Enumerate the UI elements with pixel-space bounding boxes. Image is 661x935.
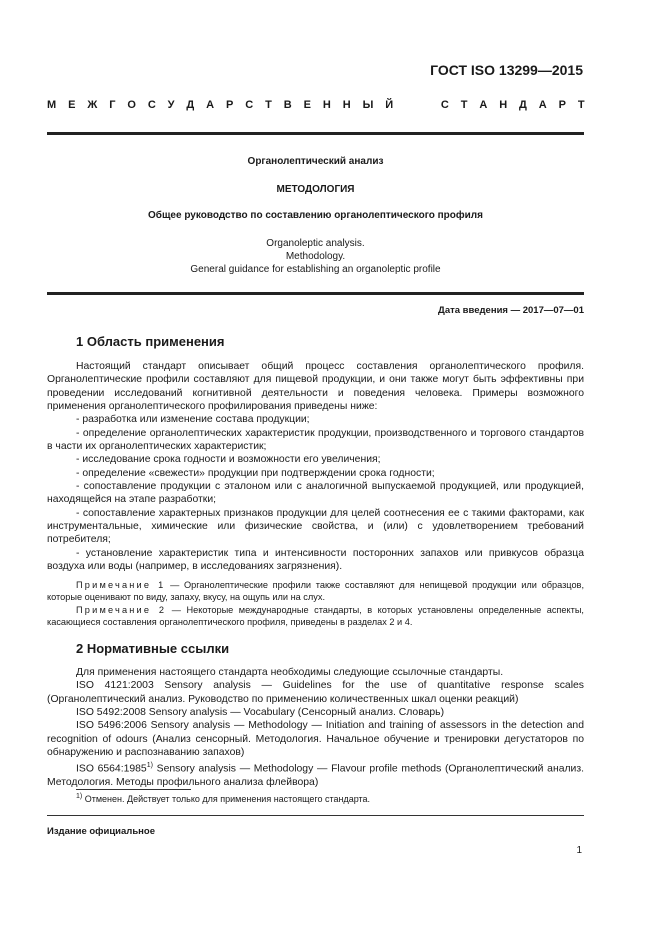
footnote-rule [76, 789, 191, 790]
list-item: - определение органолептических характеристик продукции, производственного и торгового стандартов в части их органолептических характеристик; [47, 427, 584, 453]
effective-date: Дата введения — 2017—07—01 [438, 305, 584, 316]
banner-letter: С [245, 99, 254, 111]
reference-item: ISO 4121:2003 Sensory analysis — Guidelines for the use of quantitative response scales (Органолептический анализ. Руководство по применению количественных шкал оценки реакций) [47, 680, 584, 705]
section-1-intro: Настоящий стандарт описывает общий процесс составления органолептического профиля. Органолептические профили составляют для пищевой продукции, и они также могут быть эффективны при проведении исследований когнитивной деятельности и поведения человека. Примеры возможного применения органолептического профилирования приведены ниже: [47, 361, 584, 413]
reference-item: ISO 5492:2008 Sensory analysis — Vocabulary (Сенсорный анализ. Словарь) [76, 707, 445, 719]
banner-letter: Т [265, 99, 272, 111]
banner-letter: Ж [87, 99, 98, 111]
list-item: - сопоставление продукции с эталоном или с аналогичной выпускаемой продукцией, или продукцией, находящейся на этапе разработки; [47, 481, 584, 506]
banner-letter: Н [322, 99, 331, 111]
footnote-text: Отменен. Действует только для применения настоящего стандарта. [82, 794, 371, 804]
banner-letter: А [538, 99, 547, 111]
title-line-2: МЕТОДОЛОГИЯ [276, 184, 355, 195]
title-line-1: Органолептический анализ [247, 156, 384, 167]
page-number: 1 [576, 845, 582, 856]
english-title-2: Methodology. [285, 251, 346, 262]
banner-letter: А [206, 99, 215, 111]
banner-letter: Т [460, 99, 468, 111]
banner-letter: А [479, 99, 488, 111]
list-item: - исследование срока годности и возможности его увеличения; [76, 454, 381, 466]
list-item: - разработка или изменение состава продукции; [76, 414, 310, 426]
reference-item: ISO 5496:2006 Sensory analysis — Methodology — Initiation and training of assessors in the detection and recognition of odours (Анализ сенсорный. Методология. Начальное обучение и тренировки дегустаторов по обнаружению и распознаванию запахов) [47, 720, 584, 759]
banner-letter: Н [499, 99, 508, 111]
reference-text: Sensory analysis — Methodology — Flavour profile methods (Органолептический анализ. Методология. Методы профильного анализа флейвора) [47, 763, 584, 789]
english-title-1: Organoleptic analysis. [266, 238, 365, 249]
banner-letter: Г [109, 99, 116, 111]
footnote [76, 793, 370, 804]
footnote-marker: 1) [146, 762, 153, 770]
reference-item [47, 759, 584, 789]
edition-label: Издание официальное [47, 826, 155, 837]
english-title-3: General guidance for establishing an organoleptic profile [190, 264, 441, 275]
banner-letter: Н [342, 99, 351, 111]
title-rule [47, 292, 584, 295]
banner-letter: С [440, 99, 449, 111]
note-2-label: Примечание 2 [76, 604, 167, 615]
banner-letter: Д [186, 99, 195, 111]
banner-letter: Р [226, 99, 234, 111]
header-rule [47, 132, 584, 135]
banner-letter: У [167, 99, 175, 111]
list-item: - установление характеристик типа и интенсивности посторонних запахов или привкусов образца воздуха или воды (например, в исследованиях загрязнения). [47, 547, 584, 573]
list-item: - сопоставление характерных признаков продукции для целей соотнесения ее с такими факторами, как инструментальные, химические или физические свойства, и (или) с удовлетворением требований потребителя; [47, 507, 584, 546]
interstate-standard-banner [47, 99, 585, 111]
banner-letter: М [47, 99, 57, 111]
banner-letter: Е [303, 99, 311, 111]
english-title [47, 237, 584, 276]
banner-letter: Е [68, 99, 76, 111]
banner-letter: О [127, 99, 136, 111]
title-line-3: Общее руководство по составлению органолептического профиля [148, 210, 483, 221]
section-2-intro: Для применения настоящего стандарта необходимы следующие ссылочные стандарты. [76, 667, 504, 678]
banner-letter: В [283, 99, 292, 111]
banner-letter: Ы [362, 99, 374, 111]
banner-letter: Т [577, 99, 585, 111]
note-2 [47, 604, 584, 629]
section-1-body [47, 360, 584, 629]
note-2-text: — Некоторые международные стандарты, в которых установлены определенные аспекты, касающиеся составления органолептического профиля, приведены в разделах 2 и 4. [47, 604, 584, 628]
note-1 [47, 579, 584, 604]
banner-letter: Й [385, 99, 394, 111]
footer-rule [47, 815, 584, 816]
banner-letter: Д [519, 99, 527, 111]
section-2-heading: 2 Нормативные ссылки [76, 641, 230, 656]
section-1-heading: 1 Область применения [76, 334, 225, 349]
note-1-text: — Органолептические профили также составляют для непищевой продукции или образцов, которые оценивают по виду, запаху, вкусу, на ощупь или на слух. [47, 579, 584, 603]
list-item: - определение «свежести» продукции при подтверждении срока годности; [76, 467, 435, 479]
reference-code: ISO 6564:1985 [76, 763, 147, 775]
note-1-label: Примечание 1 [76, 579, 166, 590]
banner-letter: С [147, 99, 156, 111]
section-2-body [47, 666, 584, 790]
standard-code: ГОСТ ISO 13299—2015 [430, 62, 583, 78]
footnote-mark: 1) [76, 793, 83, 800]
banner-letter: Р [558, 99, 566, 111]
